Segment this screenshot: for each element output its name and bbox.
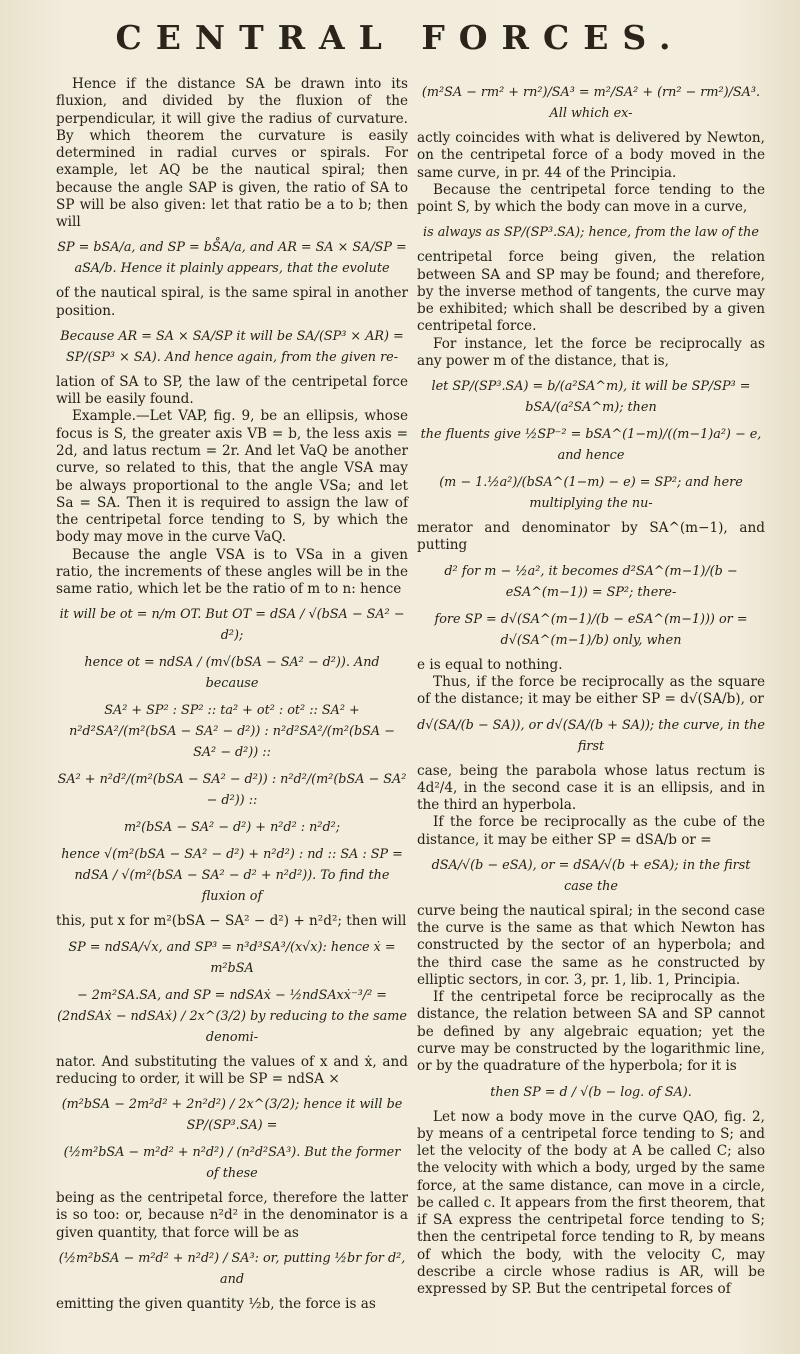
formula-right-17: dSA/√(b − eSA), or = dSA/√(b + eSA); in the first case the bbox=[431, 857, 751, 894]
paragraph-right-2: Because the centripetal force tending to the point S, by which the body can move in a curve, bbox=[417, 181, 765, 216]
formula-right-3: is always as SP/(SP³.SA); hence, from the law of the bbox=[423, 225, 759, 241]
formula-left-17: (m²bSA − 2m²d² + 2n²d²) / 2x^(3/2); hence it will be SP/(SP³.SA) = bbox=[61, 1097, 403, 1134]
paragraph-left-5: Example.—Let VAP, fig. 9, be an ellipsis, whose focus is S, the greater axis VB = b, the less axis = 2d, and latus rectum = 2r. And let VaQ be another curve, so related to this, that the angle VSA may be always proportional to the angle VSa; and let Sa = SA. Then it is required to assign the law of the centripetal force tending to S, by which the body may move in the curve VaQ. bbox=[56, 408, 408, 546]
paragraph-right-9: merator and denominator by SA^(m−1), and putting bbox=[417, 520, 765, 554]
paragraph-right-1: actly coincides with what is delivered by Newton, on the centripetal force of a body moved in the same curve, in pr. 44 of the Principia. bbox=[417, 130, 765, 181]
formula-right-6: let SP/(SP³.SA) = b/(a²SA^m), it will be SP/SP³ = bSA/(a²SA^m); then bbox=[431, 379, 751, 416]
paragraph-right-16: If the force be reciprocally as the cube of the distance, it may be either SP = dSA/b or = bbox=[417, 814, 765, 848]
paragraph-right-5: For instance, let the force be reciprocally as any power m of the distance, that is, bbox=[417, 335, 765, 369]
formula-right-7: the fluents give ½SP⁻² = bSA^(1−m)/((m−1)a²) − e, and hence bbox=[420, 427, 762, 464]
paragraph-left-21: emitting the given quantity ½b, the force is as bbox=[56, 1295, 376, 1312]
right-column bbox=[417, 76, 765, 1298]
paragraph-right-12: e is equal to nothing. bbox=[417, 656, 563, 673]
paragraph-right-21: Let now a body move in the curve QAO, fig. 2, by means of a centripetal force tending to S; and let the velocity of the body at A be called C; also the velocity with which a body, urged by the same force, at the same distance, can move in a circle, be called c. It appears from the first theorem, that if SA express the centripetal force tending to S; then the centripetal force tending to R, by means of which the body, with the velocity C, may describe a circle whose radius is AR, will be expressed by SP. But the centripetal forces of bbox=[417, 1108, 765, 1298]
paragraph-left-4: lation of SA to SP, the law of the centripetal force will be easily found. bbox=[56, 373, 408, 408]
paragraph-right-15: case, being the parabola whose latus rectum is 4d²/4, in the second case it is an ellipsis, and in the third an hyperbola. bbox=[417, 762, 765, 814]
formula-left-9: SA² + SP² : SP² :: ta² + ot² : ot² :: SA² + n²d²SA²/(m²(bSA − SA² − d²)) : n²d²SA²/(m²(bSA − SA² − d²)) :: bbox=[69, 703, 395, 761]
paragraph-left-13: this, put x for m²(bSA − SA² − d²) + n²d²; then will bbox=[56, 913, 407, 930]
formula-left-11: m²(bSA − SA² − d²) + n²d² : n²d²; bbox=[123, 820, 341, 836]
formula-left-1: SP = bSA/a, and SP = bS̊A/a, and AR = SA × SA/SP = aSA/b. Hence it plainly appears, that the evolute bbox=[57, 240, 407, 277]
formula-left-7: it will be ot = n/m OT. But OT = dSA / √(bSA − SA² − d²); bbox=[59, 607, 405, 644]
formula-left-20: (½m²bSA − m²d² + n²d²) / SA³: or, putting ½br for d², and bbox=[58, 1250, 406, 1287]
paragraph-left-0: Hence if the distance SA be drawn into its fluxion, and divided by the fluxion of the perpendicular, it will give the radius of curvature. By which theorem the curvature is easily determined in radial curves or spirals. For example, let AQ be the nautical spiral; then because the angle SAP is given, the ratio of SA to SP will be also given: let that ratio be a to b; then will bbox=[56, 76, 408, 231]
paragraph-right-13: Thus, if the force be reciprocally as the square of the distance; it may be either SP = d√(SA/b), or bbox=[417, 673, 765, 708]
left-column bbox=[56, 76, 408, 1313]
paragraph-left-16: nator. And substituting the values of x and ẋ, and reducing to order, it will be SP = ndSA × bbox=[56, 1053, 408, 1087]
formula-right-11: fore SP = d√(SA^(m−1)/(b − eSA^(m−1))) or = d√(SA^(m−1)/b) only, when bbox=[434, 611, 748, 648]
paragraph-right-19: If the centripetal force be reciprocally as the distance, the relation between SA and SP cannot be defined by any algebraic equation; yet the curve may be constructed by the logarithmic line, or by the quadrature of the hyperbola; for it is bbox=[417, 989, 765, 1075]
formula-right-10: d² for m − ½a², it becomes d²SA^(m−1)/(b − eSA^(m−1)) = SP²; there- bbox=[444, 563, 738, 600]
formula-right-20: then SP = d / √(b − log. of SA). bbox=[490, 1084, 692, 1100]
formula-right-14: d√(SA/(b − SA)), or d√(SA/(b + SA)); the curve, in the first bbox=[417, 717, 765, 754]
formula-left-15: − 2m²SA.SA, and SP = ndSAẋ − ½ndSAxẋ⁻³/² = (2ndSAẋ − ndSAẋ) / 2x^(3/2) by reducing to the same denomi- bbox=[57, 987, 407, 1045]
paragraph-left-2: of the nautical spiral, is the same spiral in another position. bbox=[56, 285, 408, 319]
formula-left-10: SA² + n²d²/(m²(bSA − SA² − d²)) : n²d²/(m²(bSA − SA² − d²)) :: bbox=[57, 772, 407, 809]
formula-left-8: hence ot = ndSA / (m√(bSA − SA² − d²)). And because bbox=[84, 655, 380, 692]
paragraph-left-6: Because the angle VSA is to VSa in a given ratio, the increments of these angles will be in the same ratio, which let be the ratio of m to n: hence bbox=[56, 546, 408, 598]
paragraph-right-18: curve being the nautical spiral; in the second case the curve is the same as that which Newton has constructed by the sector of an hyperbola; and the third case the same as he constructed by elliptic sectors, in cor. 3, pr. 1, lib. 1, Principia. bbox=[417, 902, 765, 988]
formula-right-8: (m − 1.½a²)/(bSA^(1−m) − e) = SP²; and here multiplying the nu- bbox=[439, 475, 743, 512]
formula-left-12: hence √(m²(bSA − SA² − d²) + n²d²) : nd :: SA : SP = ndSA / √(m²(bSA − SA² − d² + n²d²)). To find the fluxion of bbox=[61, 847, 403, 905]
formula-left-3: Because AR = SA × SA/SP it will be SA/(SP³ × AR) = SP/(SP³ × SA). And hence again, from the given re- bbox=[60, 328, 404, 365]
formula-right-0: (m²SA − rm² + rn²)/SA³ = m²/SA² + (rn² − rm²)/SA³. All which ex- bbox=[421, 85, 761, 121]
running-header: CENTRAL FORCES. bbox=[115, 18, 685, 57]
formula-left-14: SP = ndSA/√x, and SP³ = n³d³SA³/(x√x): hence ẋ = m²bSA bbox=[68, 939, 396, 976]
paragraph-right-4: centripetal force being given, the relation between SA and SP may be found; and therefore, by the inverse method of tangents, the curve may be exhibited; which shall be described by a given centripetal force. bbox=[417, 249, 765, 335]
formula-left-18: (½m²bSA − m²d² + n²d²) / (n²d²SA³). But the former of these bbox=[63, 1145, 401, 1182]
paragraph-left-19: being as the centripetal force, therefore the latter is so too: or, because n²d² in the denominator is a given quantity, that force will be as bbox=[56, 1190, 408, 1241]
